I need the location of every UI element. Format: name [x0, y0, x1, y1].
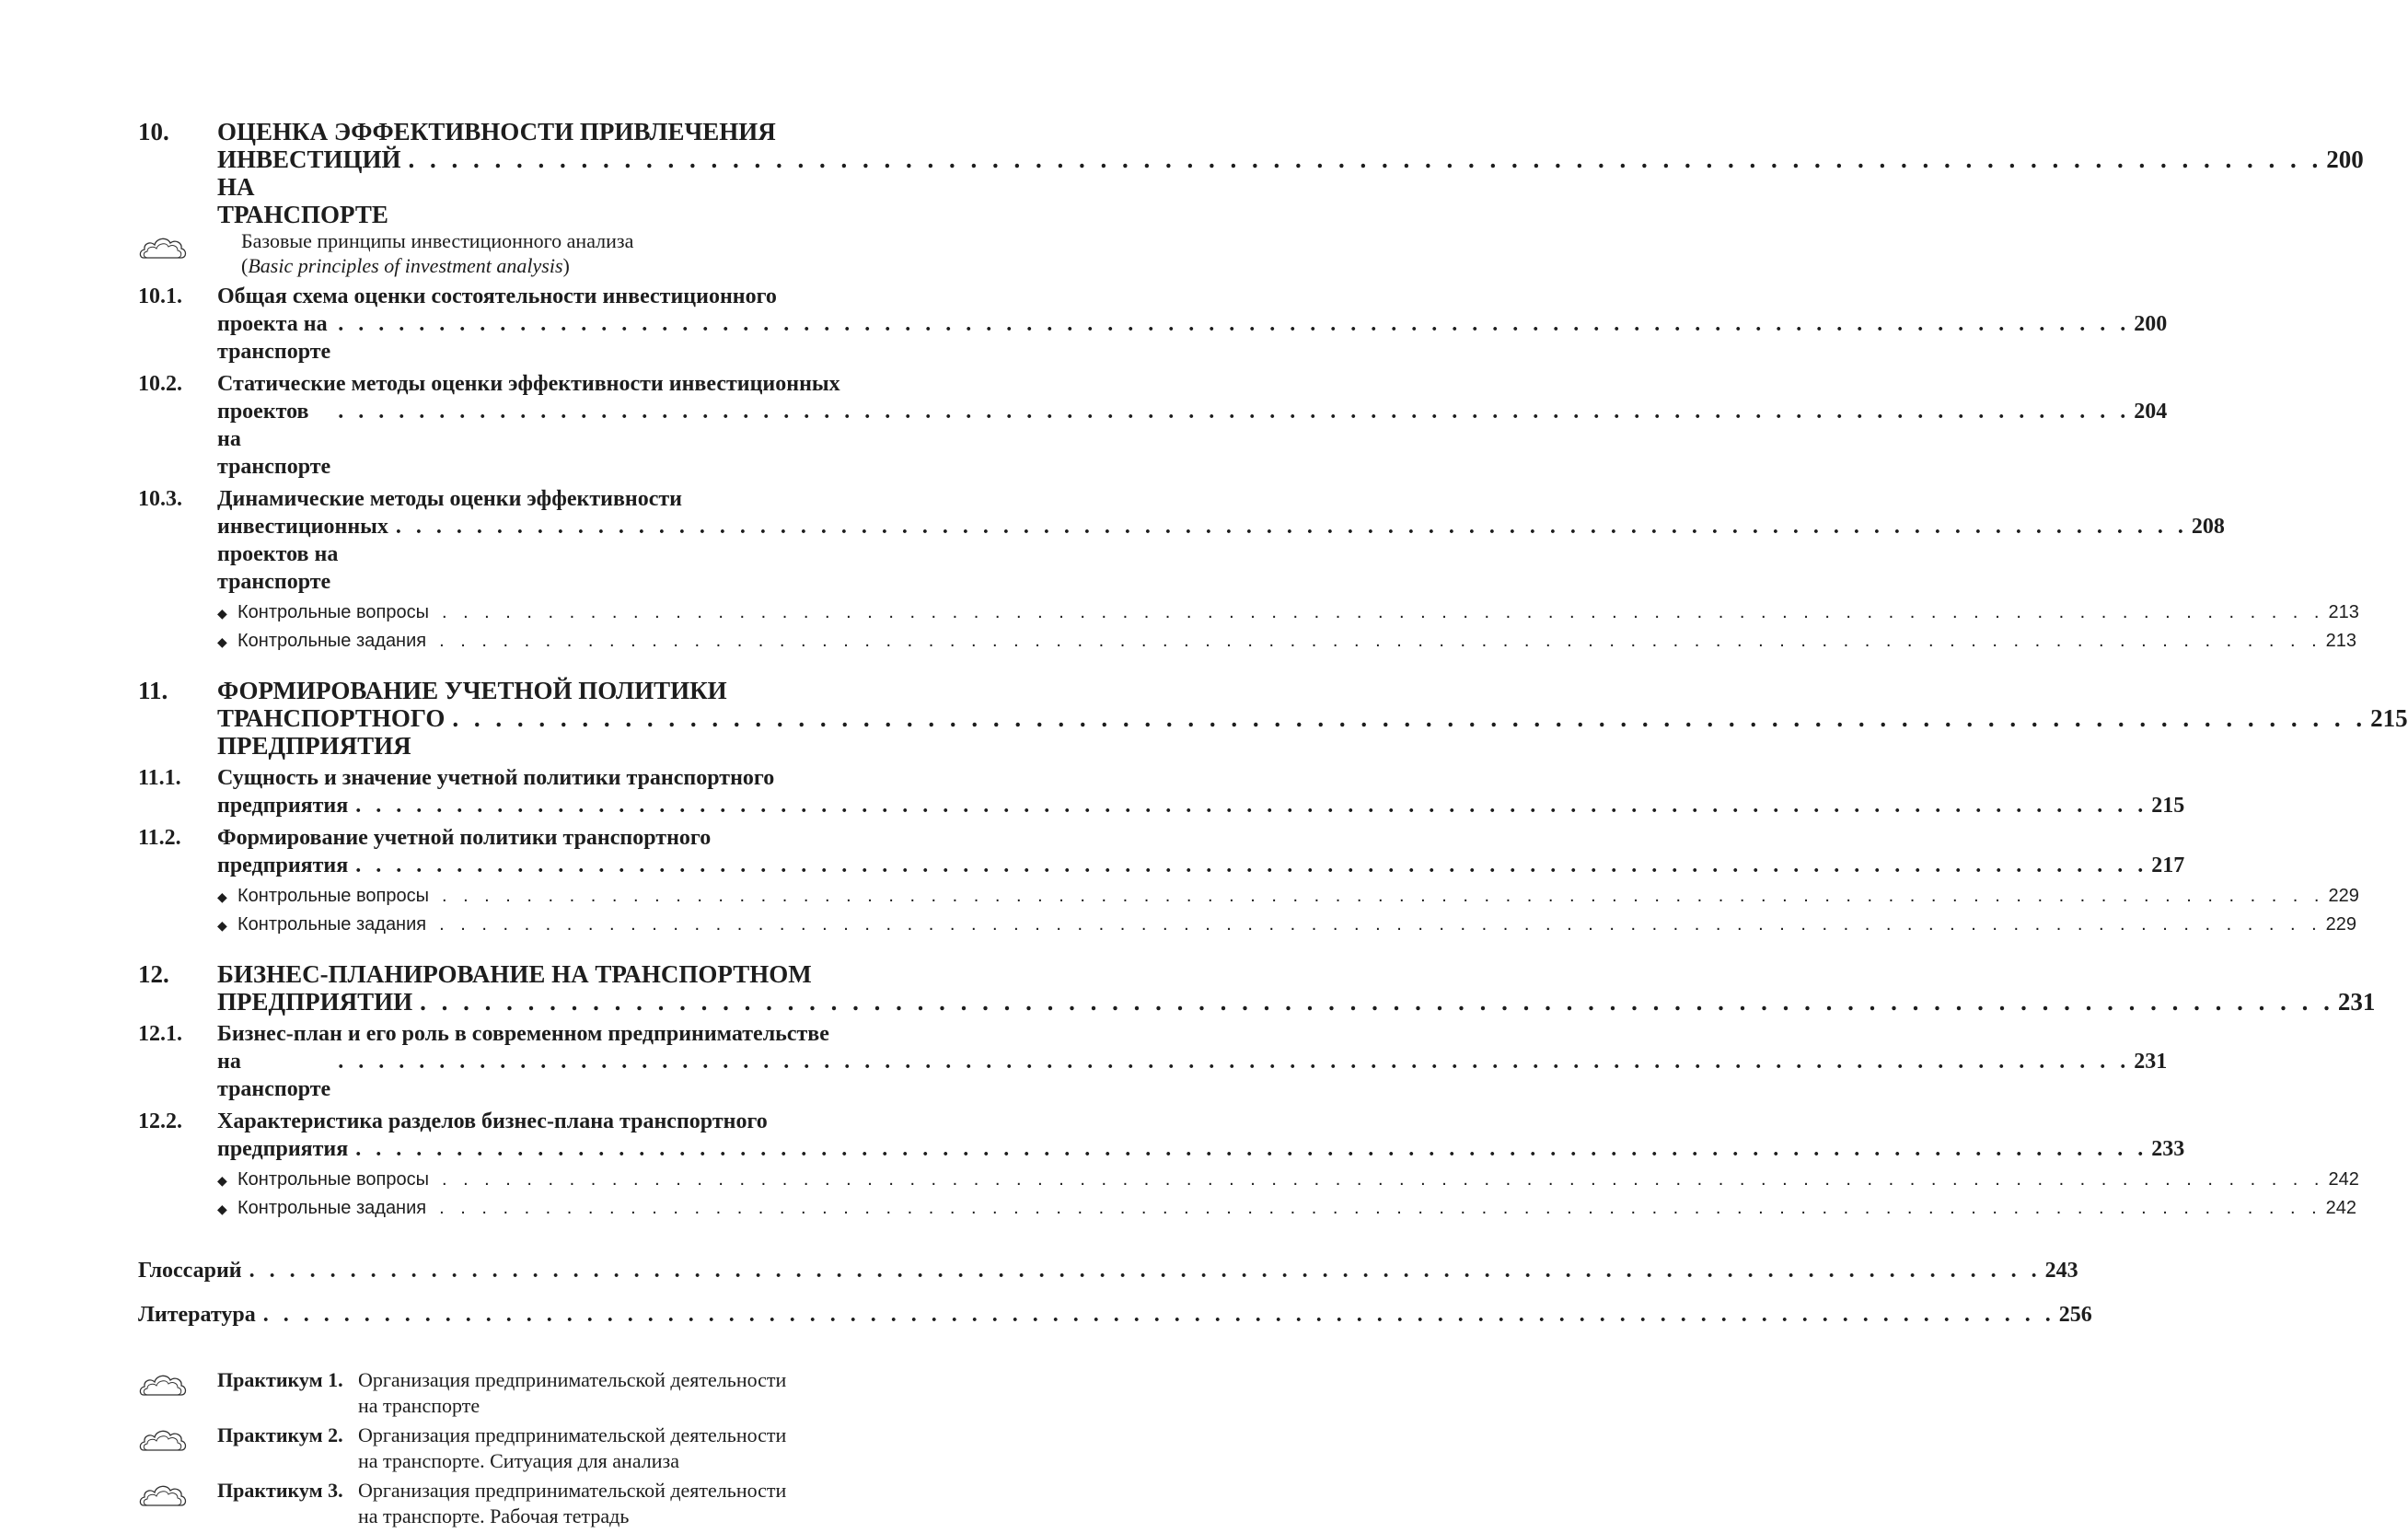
leader-dots: [355, 792, 2148, 819]
practicum-title-line: Организация предпринимательской деятельности: [358, 1423, 787, 1446]
toc-bullet-tasks[interactable]: [217, 1197, 2357, 1220]
page-number: 229: [2325, 914, 2357, 935]
practicum-item[interactable]: [138, 1478, 930, 1529]
section-title-line: Формирование учетной политики транспортного: [217, 826, 712, 850]
chapter-number: 12.: [138, 960, 169, 988]
leader-dots: [338, 1048, 2130, 1075]
leader-dots: [442, 601, 2325, 623]
practicum-title-line: Организация предпринимательской деятельности: [358, 1368, 787, 1391]
bullet-label: Контрольные вопросы: [237, 1169, 429, 1190]
section-title-line: инвестиционных проектов на транспорте: [217, 515, 388, 594]
section-title-line: проекта на транспорте: [217, 312, 331, 364]
diamond-bullet-icon: ◆: [217, 606, 227, 621]
practicum-label: Практикум 3.: [217, 1479, 343, 1502]
leader-dots: [420, 988, 2334, 1016]
leader-dots: [338, 398, 2130, 425]
paren: (: [241, 254, 249, 277]
leader-dots: [355, 852, 2148, 879]
practicum-title-line: на транспорте. Ситуация для анализа: [358, 1449, 679, 1472]
practicum-label: Практикум 1.: [217, 1368, 343, 1391]
leader-dots: [396, 513, 2188, 540]
section-title-line: Сущность и значение учетной политики транспортного: [217, 766, 775, 790]
chapter-number: 11.: [138, 677, 168, 704]
page-number: 229: [2328, 886, 2359, 906]
toc-section-11-1[interactable]: [138, 764, 2185, 819]
toc-section-12-1[interactable]: [138, 1020, 2168, 1103]
leader-dots: [338, 310, 2130, 338]
chapter-title-line: ФОРМИРОВАНИЕ УЧЕТНОЙ ПОЛИТИКИ: [217, 677, 727, 704]
page-number: 215: [2370, 704, 2408, 732]
leader-dots: [452, 704, 2367, 732]
table-of-contents: [138, 118, 2408, 1533]
practicum-title-line: на транспорте. Рабочая тетрадь: [358, 1504, 630, 1527]
section-number: 11.2.: [138, 826, 181, 850]
practicum-item[interactable]: [138, 1423, 930, 1474]
chapter-title-line: ТРАНСПОРТНОГО ПРЕДПРИЯТИЯ: [217, 704, 446, 760]
leader-dots: [263, 1301, 2055, 1329]
section-title-line: Характеристика разделов бизнес-плана транспортного: [217, 1109, 768, 1133]
practicum-list: [138, 1367, 930, 1529]
chapter-number: 10.: [138, 118, 169, 145]
section-number: 11.1.: [138, 766, 181, 790]
toc-chapter-11[interactable]: [138, 677, 2408, 760]
cloud-resource-link[interactable]: [138, 228, 930, 278]
leader-dots: [249, 1257, 2042, 1284]
leader-dots: [442, 1168, 2325, 1190]
toc-bullet-questions[interactable]: [217, 885, 2359, 908]
page-number: 213: [2325, 631, 2357, 651]
leader-dots: [439, 1197, 2322, 1219]
diamond-bullet-icon: ◆: [217, 1202, 227, 1216]
diamond-bullet-icon: ◆: [217, 634, 227, 649]
chapter-title-line: БИЗНЕС-ПЛАНИРОВАНИЕ НА ТРАНСПОРТНОМ: [217, 960, 812, 988]
chapter-title-line: ПРЕДПРИЯТИИ: [217, 988, 413, 1016]
section-title-line: Динамические методы оценки эффективности: [217, 487, 683, 511]
diamond-bullet-icon: ◆: [217, 918, 227, 933]
page-number: 213: [2328, 602, 2359, 622]
toc-section-10-1[interactable]: [138, 283, 2168, 366]
chapter-title-line: ИНВЕСТИЦИЙ НА ТРАНСПОРТЕ: [217, 145, 401, 228]
toc-chapter-12[interactable]: [138, 960, 2376, 1016]
section-title-line: Статические методы оценки эффективности инвестиционных: [217, 372, 840, 396]
leader-dots: [355, 1135, 2148, 1163]
section-number: 10.3.: [138, 487, 182, 511]
page-number: 231: [2337, 988, 2376, 1016]
cloud-icon: [138, 228, 217, 266]
page-number: 215: [2151, 794, 2185, 818]
page-number: 200: [2134, 312, 2168, 336]
section-title-line: предприятия: [217, 854, 349, 877]
bullet-label: Контрольные вопросы: [237, 602, 429, 622]
page-number: 256: [2058, 1303, 2092, 1327]
resource-subtitle-english: Basic principles of investment analysis: [248, 254, 563, 277]
toc-section-12-2[interactable]: [138, 1108, 2185, 1163]
section-number: 12.1.: [138, 1022, 182, 1046]
bullet-label: Контрольные задания: [237, 1198, 427, 1218]
page-number: 242: [2328, 1169, 2359, 1190]
cloud-icon: [138, 1367, 217, 1403]
paren: ): [562, 254, 570, 277]
leader-dots: [409, 145, 2323, 173]
page-number: 217: [2151, 854, 2185, 877]
page-number: 233: [2151, 1137, 2185, 1161]
toc-bullet-tasks[interactable]: [217, 913, 2357, 936]
bullet-label: Контрольные задания: [237, 631, 427, 651]
page-number: 200: [2326, 145, 2364, 173]
section-title-line: на транспорте: [217, 1050, 331, 1101]
toc-bullet-tasks[interactable]: [217, 630, 2357, 653]
page-number: 243: [2044, 1259, 2078, 1283]
toc-section-10-3[interactable]: [138, 485, 2225, 596]
section-number: 10.1.: [138, 285, 182, 308]
practicum-title-line: на транспорте: [358, 1394, 480, 1417]
page-number: 208: [2191, 515, 2225, 539]
practicum-item[interactable]: [138, 1367, 930, 1419]
backmatter-label: Глоссарий: [138, 1259, 242, 1283]
section-title-line: Бизнес-план и его роль в современном предпринимательстве: [217, 1022, 829, 1046]
bullet-label: Контрольные задания: [237, 914, 427, 935]
page-number: 231: [2134, 1050, 2168, 1074]
diamond-bullet-icon: ◆: [217, 1173, 227, 1188]
chapter-title-line: ОЦЕНКА ЭФФЕКТИВНОСТИ ПРИВЛЕЧЕНИЯ: [217, 118, 776, 145]
resource-title: Базовые принципы инвестиционного анализа: [241, 229, 634, 252]
section-number: 12.2.: [138, 1109, 182, 1133]
practicum-label: Практикум 2.: [217, 1423, 343, 1446]
page-number: 204: [2134, 400, 2168, 424]
cloud-icon: [138, 1478, 217, 1514]
toc-chapter-10[interactable]: [138, 118, 2364, 228]
section-title-line: проектов на транспорте: [217, 400, 331, 479]
leader-dots: [439, 630, 2322, 652]
toc-section-11-2[interactable]: [138, 824, 2185, 879]
toc-bullet-questions[interactable]: [217, 1168, 2359, 1191]
leader-dots: [439, 913, 2322, 935]
cloud-icon: [138, 1423, 217, 1458]
page-number: 242: [2325, 1198, 2357, 1218]
diamond-bullet-icon: ◆: [217, 889, 227, 904]
section-title-line: предприятия: [217, 1137, 349, 1161]
practicum-title-line: Организация предпринимательской деятельности: [358, 1479, 787, 1502]
bullet-label: Контрольные вопросы: [237, 886, 429, 906]
toc-section-10-2[interactable]: [138, 370, 2168, 481]
backmatter-label: Литература: [138, 1303, 256, 1327]
section-title-line: предприятия: [217, 794, 349, 818]
toc-literature[interactable]: [138, 1301, 2092, 1329]
leader-dots: [442, 885, 2325, 907]
toc-glossary[interactable]: [138, 1257, 2078, 1284]
toc-bullet-questions[interactable]: [217, 601, 2359, 624]
section-number: 10.2.: [138, 372, 182, 396]
section-title-line: Общая схема оценки состоятельности инвестиционного: [217, 285, 777, 308]
